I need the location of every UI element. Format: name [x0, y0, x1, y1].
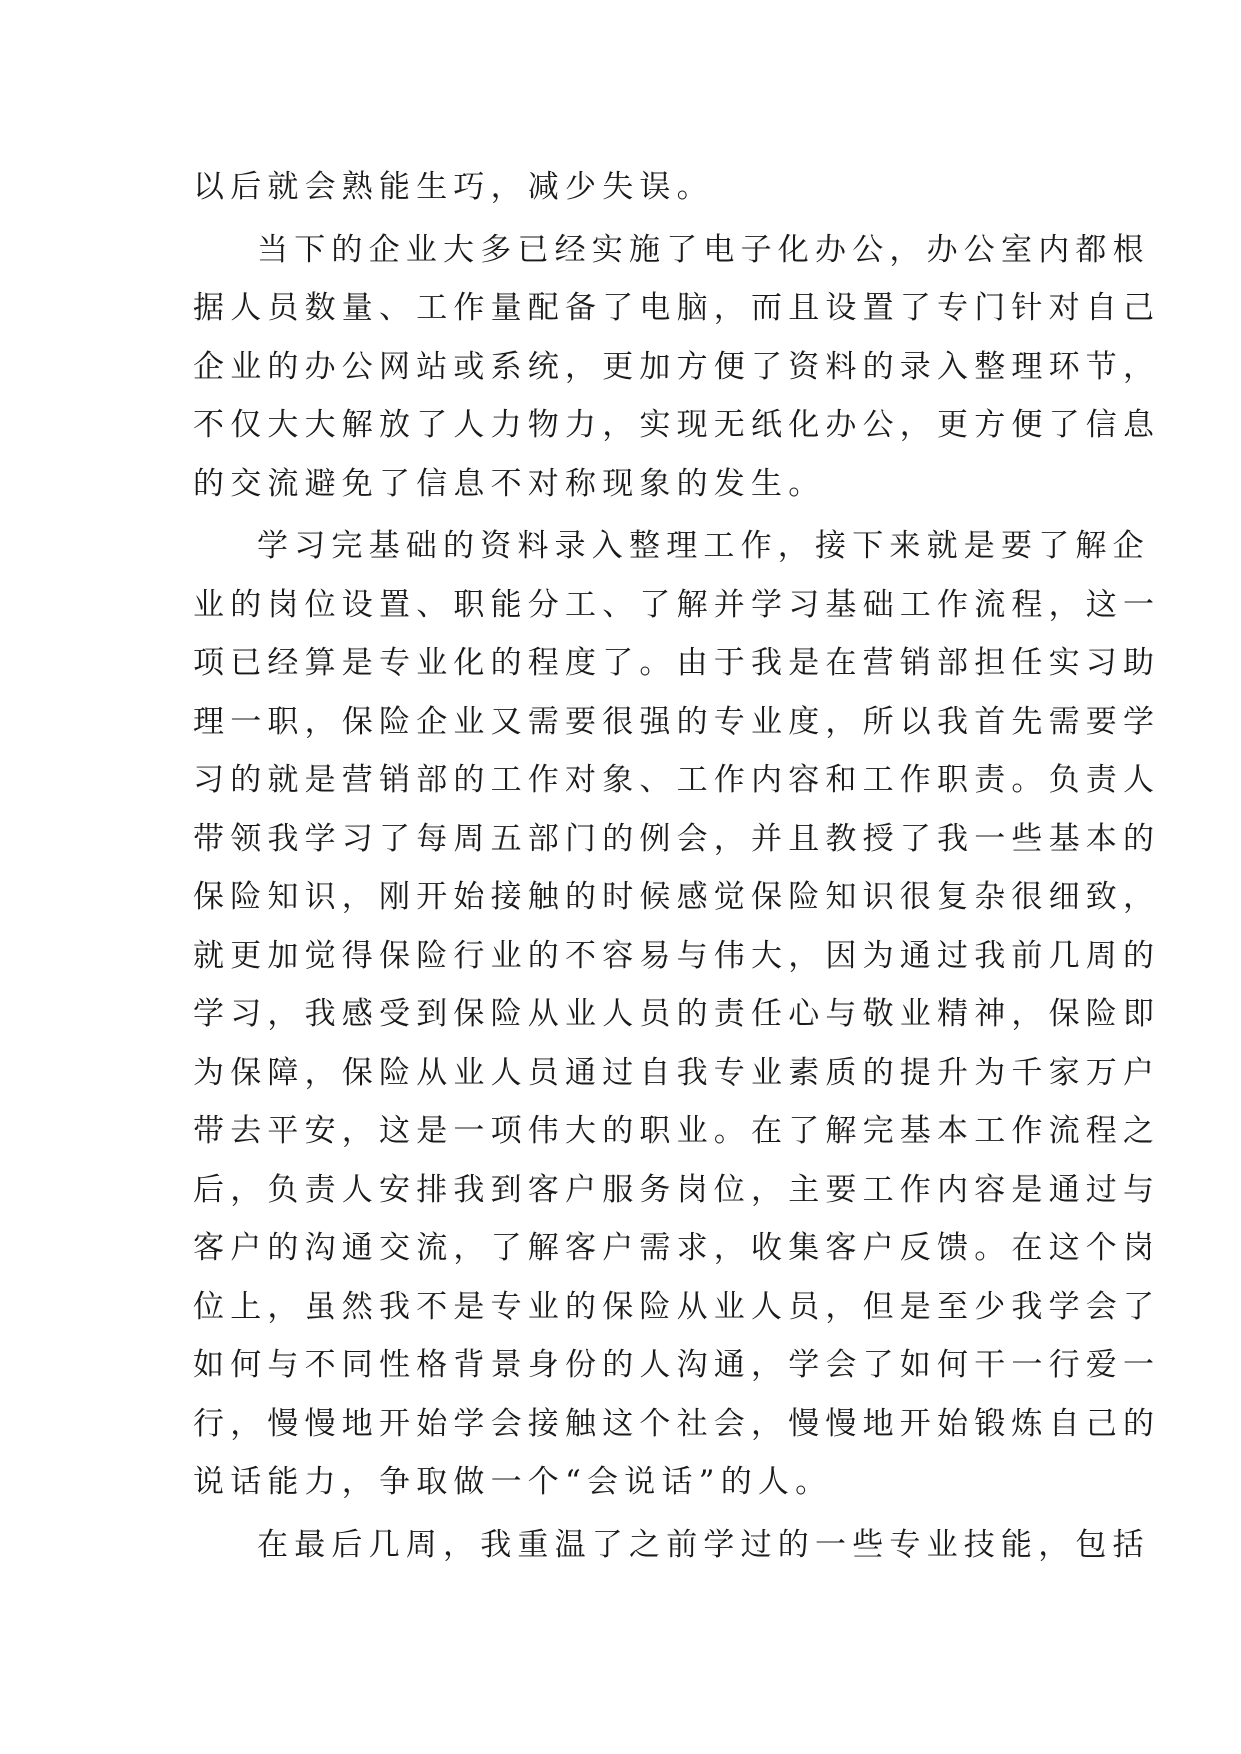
text-line: 后，负责人安排我到客户服务岗位，主要工作内容是通过与 [193, 1171, 1161, 1208]
text-line: 行，慢慢地开始学会接触这个社会，慢慢地开始锻炼自己的 [193, 1405, 1161, 1442]
text-line: 带领我学习了每周五部门的例会，并且教授了我一些基本的 [193, 820, 1161, 857]
text-line: 带去平安，这是一项伟大的职业。在了解完基本工作流程之 [193, 1113, 1161, 1149]
text-line: 就更加觉得保险行业的不容易与伟大，因为通过我前几周的 [193, 937, 1161, 974]
text-line: 学习，我感受到保险从业人员的责任心与敬业精神，保险即 [193, 996, 1161, 1032]
text-line: 说话能力，争取做一个“会说话”的人。 [193, 1464, 833, 1500]
document-body [193, 158, 1161, 1574]
text-line: 项已经算是专业化的程度了。由于我是在营销部担任实习助 [193, 645, 1161, 681]
text-line: 的交流避免了信息不对称现象的发生。 [193, 465, 826, 502]
text-line: 以后就会熟能生巧，减少失误。 [193, 169, 714, 205]
text-line: 企业的办公网站或系统，更加方便了资料的录入整理环节， [193, 348, 1161, 385]
text-line: 客户的沟通交流，了解客户需求，收集客户反馈。在这个岗 [193, 1230, 1161, 1266]
text-line: 如何与不同性格背景身份的人沟通，学会了如何干一行爱一 [193, 1347, 1161, 1383]
text-line: 为保障，保险从业人员通过自我专业素质的提升为千家万户 [193, 1054, 1161, 1091]
text-line: 习的就是营销部的工作对象、工作内容和工作职责。负责人 [193, 762, 1161, 798]
text-line: 理一职，保险企业又需要很强的专业度，所以我首先需要学 [193, 703, 1161, 740]
text-line: 业的岗位设置、职能分工、了解并学习基础工作流程，这一 [193, 586, 1161, 623]
paragraph-first-line: 当下的企业大多已经实施了电子化办公，办公室内都根 [257, 231, 1150, 268]
paragraph-first-line: 在最后几周，我重温了之前学过的一些专业技能，包括 [257, 1526, 1150, 1563]
paragraph-first-line: 学习完基础的资料录入整理工作，接下来就是要了解企 [257, 528, 1150, 564]
text-line: 位上，虽然我不是专业的保险从业人员，但是至少我学会了 [193, 1288, 1161, 1325]
text-line: 不仅大大解放了人力物力，实现无纸化办公，更方便了信息 [193, 407, 1161, 443]
text-line: 据人员数量、工作量配备了电脑，而且设置了专门针对自己 [193, 290, 1161, 326]
text-line: 保险知识，刚开始接触的时候感觉保险知识很复杂很细致， [193, 879, 1161, 915]
